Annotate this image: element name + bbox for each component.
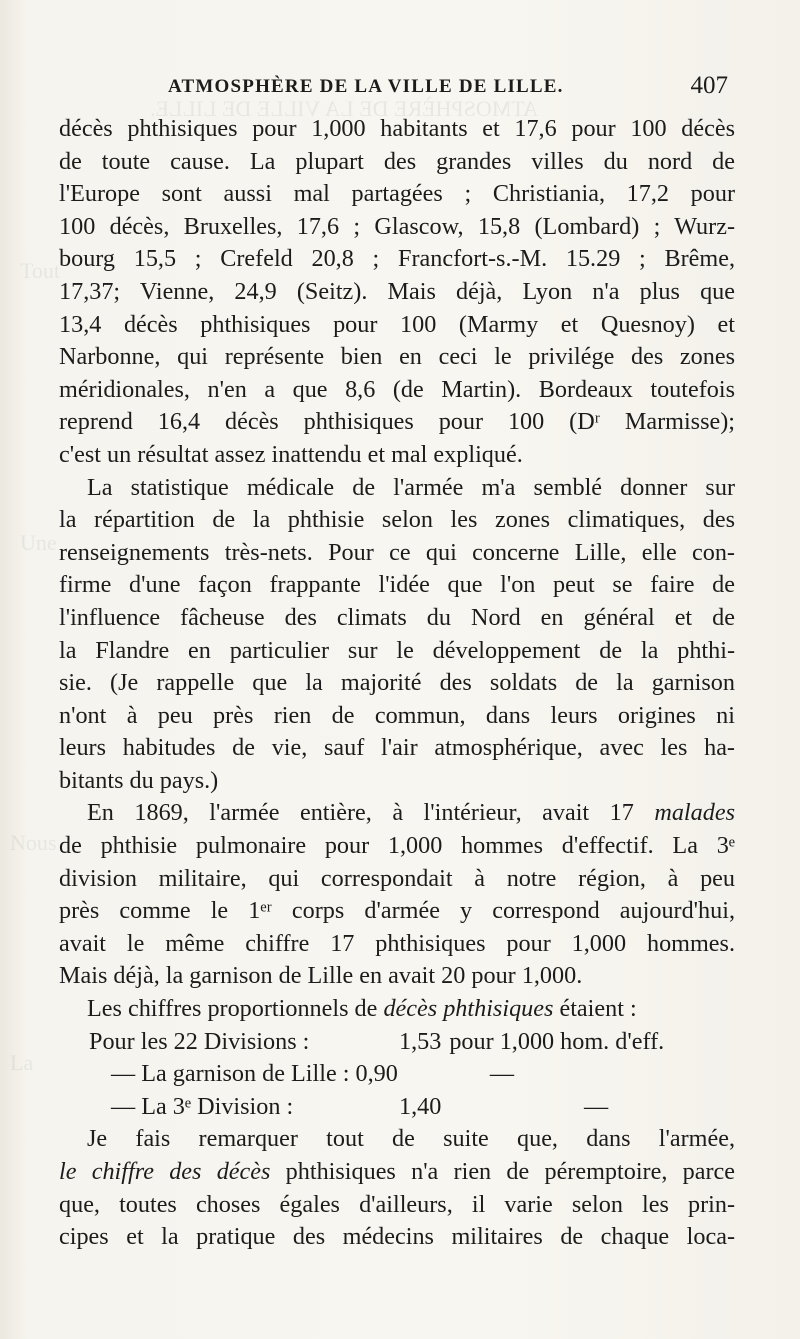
body-text — [59, 113, 735, 1254]
text-line: reprend 16,4 décès phthisiques pour 100 (Dʳ Marmisse); — [59, 408, 735, 436]
text-line — [59, 993, 735, 1026]
text-line: de phthisie pulmonaire pour 1,000 hommes d'effectif. La 3ᵉ — [59, 832, 735, 860]
text-line: avait le même chiffre 17 phthisiques pour 1,000 hommes. — [59, 929, 735, 957]
text-line: l'Europe sont aussi mal partagées ; Christiania, 17,2 pour — [59, 180, 735, 208]
emphasis: malades — [654, 799, 735, 827]
page-number: 407 — [690, 72, 728, 99]
text-line: Je fais remarquer tout de suite que, dans l'armée, — [87, 1125, 735, 1153]
text-line: 100 décès, Bruxelles, 17,6 ; Glascow, 15,8 (Lombard) ; Wurz- — [59, 212, 735, 240]
text-line: bourg 15,5 ; Crefeld 20,8 ; Francfort-s.-M. 15.29 ; Brême, — [59, 245, 735, 273]
table-unit: — — [584, 1092, 609, 1120]
text-line: leurs habitudes de vie, sauf l'air atmosphérique, avec les ha- — [59, 734, 735, 762]
text-line: méridionales, n'en a que 8,6 (de Martin). Bordeaux toutefois — [59, 375, 735, 403]
table-row — [59, 1026, 735, 1059]
text-span: étaient : — [553, 995, 637, 1023]
text-line: la Flandre en particulier sur le développement de la phthi- — [59, 636, 735, 664]
text-line: Narbonne, qui représente bien en ceci le privilége des zones — [59, 343, 735, 371]
table-row — [59, 1091, 735, 1124]
text-line: que, toutes choses égales d'ailleurs, il varie selon les prin- — [59, 1190, 735, 1218]
emphasis: décès phthisiques — [383, 995, 554, 1023]
text-line: la répartition de la phthisie selon les zones climatiques, des — [59, 506, 735, 534]
table-label: Pour les 22 Divisions : — [89, 1027, 310, 1055]
text-line — [59, 797, 735, 830]
show-through-text: Tout — [20, 258, 61, 283]
text-line: division militaire, qui correspondait à notre région, à peu — [59, 864, 735, 892]
text-span: En 1869, l'armée entière, à l'intérieur, avait 17 — [87, 799, 655, 827]
text-line: l'influence fâcheuse des climats du Nord en général et de — [59, 603, 735, 631]
text-line: près comme le 1ᵉʳ corps d'armée y correspond aujourd'hui, — [59, 897, 735, 925]
text-line: Mais déjà, la garnison de Lille en avait 20 pour 1,000. — [59, 962, 583, 990]
text-span: phthisiques n'a rien de péremptoire, parce — [270, 1158, 735, 1185]
emphasis: le chiffre des décès — [59, 1158, 271, 1185]
table-unit: — — [489, 1060, 515, 1088]
text-line: 17,37; Vienne, 24,9 (Seitz). Mais déjà, Lyon n'a plus que — [59, 277, 735, 305]
table-label: — La garnison de Lille : 0,90 — [111, 1060, 398, 1088]
text-line — [59, 1156, 735, 1189]
text-line: 13,4 décès phthisiques pour 100 (Marmy et Quesnoy) et — [59, 310, 735, 338]
show-through-text: Nous — [10, 830, 57, 855]
text-line: c'est un résultat assez inattendu et mal expliqué. — [59, 440, 523, 468]
text-line: de toute cause. La plupart des grandes villes du nord de — [59, 147, 735, 175]
text-line: décès phthisiques pour 1,000 habitants et 17,6 pour 100 décès — [59, 115, 735, 142]
table-value: 1,40 — [399, 1092, 442, 1120]
text-span: Les chiffres proportionnels de — [87, 995, 384, 1023]
table-label: — La 3ᵉ Division : — [111, 1092, 294, 1120]
running-title: ATMOSPHÈRE DE LA VILLE DE LILLE. — [168, 76, 564, 97]
text-line: cipes et la pratique des médecins militaires de chaque loca- — [59, 1223, 735, 1251]
table-value: 1,53 — [399, 1027, 442, 1055]
text-line: La statistique médicale de l'armée m'a semblé donner sur — [87, 473, 735, 501]
text-line: sie. (Je rappelle que la majorité des soldats de la garnison — [59, 669, 735, 697]
text-line: renseignements très-nets. Pour ce qui concerne Lille, elle con- — [59, 538, 735, 566]
table-unit: pour 1,000 hom. d'eff. — [449, 1027, 665, 1055]
show-through-text: ATMOSPHÈRE DE LA VILLE DE LILLE. — [150, 96, 539, 121]
text-line: n'ont à peu près rien de commun, dans leurs origines ni — [59, 701, 735, 729]
show-through-text: La — [10, 1050, 34, 1075]
text-line: bitants du pays.) — [59, 766, 219, 794]
show-through-text: Une — [20, 530, 57, 555]
table-row — [59, 1058, 735, 1091]
running-header — [168, 72, 728, 106]
text-line: firme d'une façon frappante l'idée que l'on peut se faire de — [59, 571, 735, 599]
